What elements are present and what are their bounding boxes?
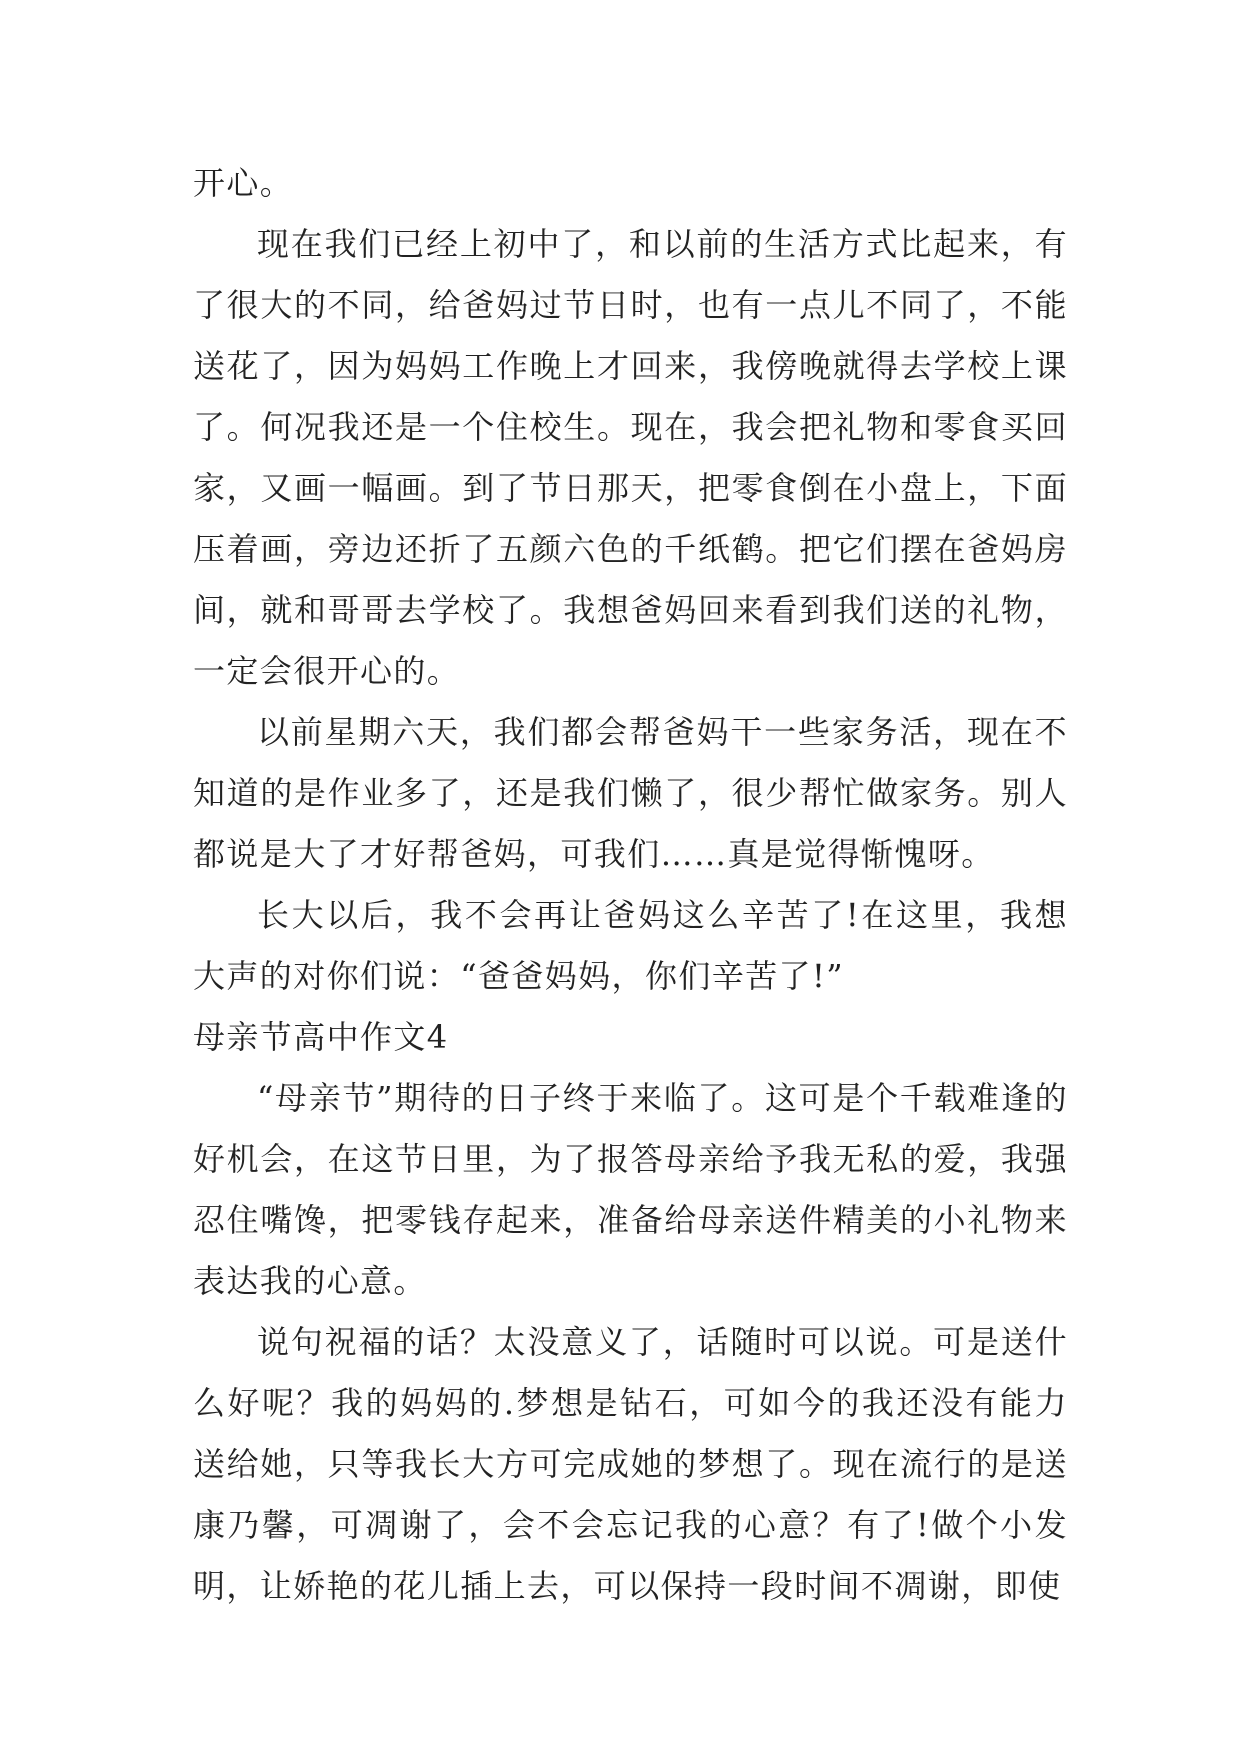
paragraph-housework: 以前星期六天，我们都会帮爸妈干一些家务活，现在不知道的是作业多了，还是我们懒了，很少帮忙做家务。别人都说是大了才好帮爸妈，可我们……真是觉得惭愧呀。 xyxy=(193,713,1068,873)
paragraph-continuation: 开心。 xyxy=(193,164,294,202)
section-title: 母亲节高中作文4 xyxy=(193,1018,449,1056)
paragraph-gift-idea: 说句祝福的话？太没意义了，话随时可以说。可是送什么好呢？我的妈妈的.梦想是钻石，可如今的我还没有能力送给她，只等我长大方可完成她的梦想了。现在流行的是送康乃馨，可凋谢了，会不会忘记我的心意？有了!做个小发明，让娇艳的花儿插上去，可以保持一段时间不凋谢，即使 xyxy=(193,1323,1068,1605)
paragraph-thanks: 长大以后，我不会再让爸妈这么辛苦了!在这里，我想大声的对你们说：“爸爸妈妈，你们辛苦了!” xyxy=(193,896,1068,995)
paragraph-mothers-day: “母亲节”期待的日子终于来临了。这可是个千载难逢的好机会，在这节日里，为了报答母亲给予我无私的爱，我强忍住嘴馋，把零钱存起来，准备给母亲送件精美的小礼物来表达我的心意。 xyxy=(193,1079,1068,1300)
document-body xyxy=(193,153,1068,1617)
paragraph-junior-high: 现在我们已经上初中了，和以前的生活方式比起来，有了很大的不同，给爸妈过节日时，也有一点儿不同了，不能送花了，因为妈妈工作晚上才回来，我傍晚就得去学校上课了。何况我还是一个住校生。现在，我会把礼物和零食买回家，又画一幅画。到了节日那天，把零食倒在小盘上，下面压着画，旁边还折了五颜六色的千纸鹤。把它们摆在爸妈房间，就和哥哥去学校了。我想爸妈回来看到我们送的礼物，一定会很开心的。 xyxy=(193,225,1068,690)
